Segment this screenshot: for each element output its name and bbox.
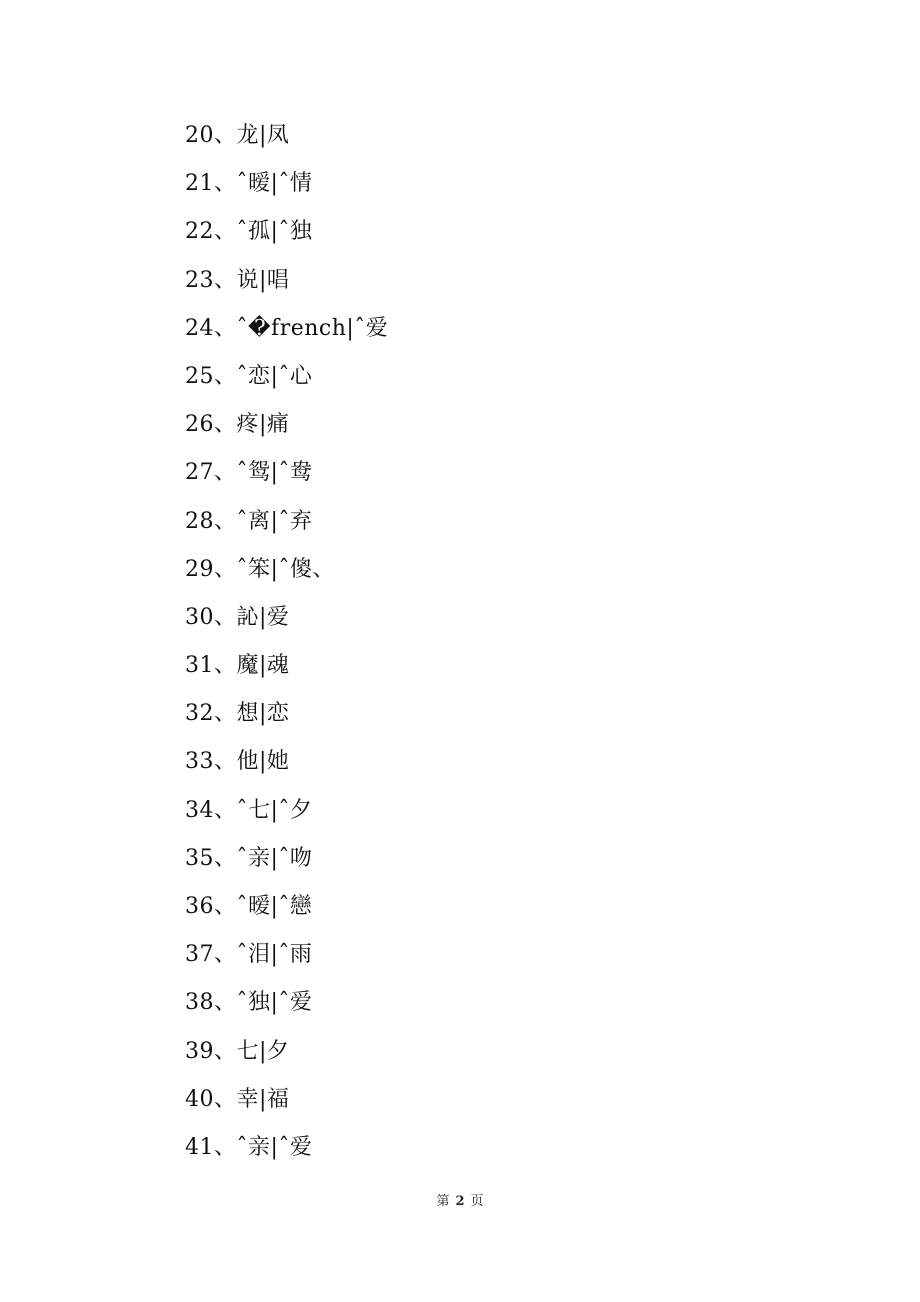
list-item: 41、ˆ亲|ˆ爱: [185, 1134, 313, 1160]
list-item: 25、ˆ恋|ˆ心: [185, 363, 313, 389]
footer-prefix: 第: [436, 1194, 450, 1209]
list-item: 23、说|唱: [185, 267, 290, 293]
list-item: 35、ˆ亲|ˆ吻: [185, 845, 313, 871]
page-number: 2: [455, 1194, 465, 1209]
list-item: 37、ˆ泪|ˆ雨: [185, 942, 313, 968]
list-item: 32、想|恋: [185, 701, 290, 727]
list-item: 26、疼|痛: [185, 412, 290, 438]
list-item: 38、ˆ独|ˆ爱: [185, 990, 313, 1016]
list-item: 29、ˆ笨|ˆ傻、: [185, 556, 335, 582]
list-item: 20、龙|凤: [185, 123, 290, 148]
list-item: 24、ˆ�french|ˆ爱: [185, 315, 389, 341]
list-item: 39、七|夕: [185, 1038, 290, 1064]
list-item: 28、ˆ离|ˆ弃: [185, 508, 313, 534]
list-item: 30、訫|爱: [185, 604, 290, 630]
list-item: 33、他|她: [185, 749, 290, 775]
list-item: 27、ˆ鸳|ˆ鸯: [185, 460, 313, 486]
page-footer: [0, 1190, 920, 1209]
list-item: 21、ˆ暧|ˆ情: [185, 171, 313, 197]
list-item: 34、ˆ七|ˆ夕: [185, 797, 313, 823]
text-list: [185, 112, 388, 1172]
list-item: 22、ˆ孤|ˆ独: [185, 219, 313, 245]
footer-suffix: 页: [470, 1194, 484, 1209]
list-item: 36、ˆ暧|ˆ戀: [185, 894, 313, 919]
list-item: 40、幸|福: [185, 1086, 290, 1112]
list-item: 31、魔|魂: [185, 653, 290, 679]
